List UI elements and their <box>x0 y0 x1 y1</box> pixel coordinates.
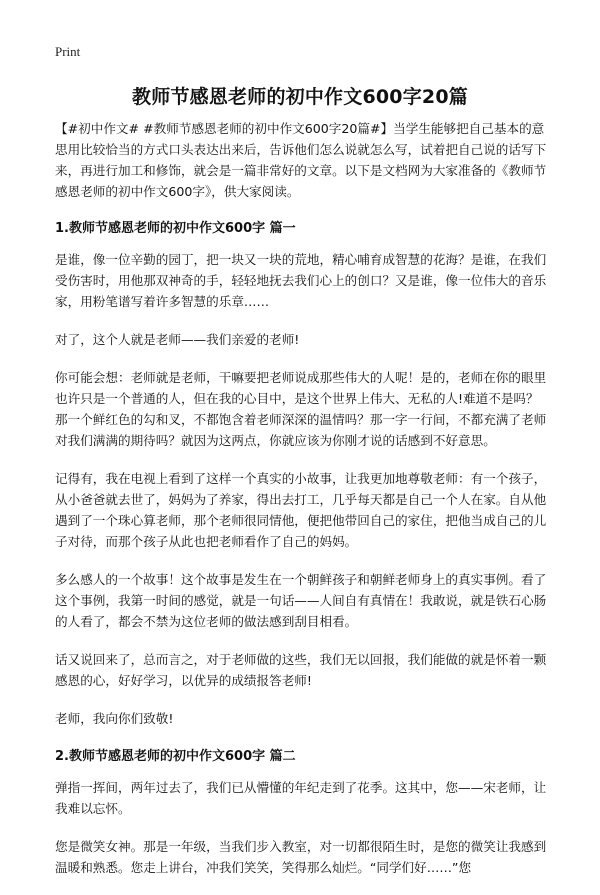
paragraph: 弹指一挥间，两年过去了，我们已从懵懂的年纪走到了花季。这其中，您——宋老师，让我难以忘怀。 <box>55 780 547 816</box>
paragraph: 话又说回来了，总而言之，对于老师做的这些，我们无以回报，我们能做的就是怀着一颗感恩的心，好好学习，以优异的成绩报答老师! <box>55 652 547 688</box>
paragraph: 对了，这个人就是老师——我们亲爱的老师! <box>55 332 300 347</box>
print-link[interactable]: Print <box>55 44 81 59</box>
paragraph: 记得有，我在电视上看到了这样一个真实的小故事，让我更加地尊敬老师：有一个孩子，从小爸爸就去世了，妈妈为了养家，得出去打工，几乎每天都是自己一个人在家。自从他遇到了一个珠心算老师，那个老师很同情他，便把他带回自己的家住，把他当成自己的儿子对待，而那个孩子从此也把老师看作了自己的妈妈。 <box>55 471 547 549</box>
paragraph: 老师，我向你们致敬! <box>55 711 174 726</box>
section-heading-2: 2.教师节感恩老师的初中作文600字 篇二 <box>55 749 296 764</box>
page-title: 教师节感恩老师的初中作文600字20篇 <box>132 86 468 108</box>
paragraph: 是谁，像一位辛勤的园丁，把一块又一块的荒地，精心哺育成智慧的花海？是谁，在我们受伤害时，用他那双神奇的手，轻轻地抚去我们心上的创口？又是谁，像一位伟大的音乐家，用粉笔谱写着许多智慧的乐章…… <box>55 252 547 309</box>
paragraph: 您是微笑女神。那是一年级，当我们步入教室，对一切都很陌生时，是您的微笑让我感到温暖和熟悉。您走上讲台，冲我们笑笑，笑得那么灿烂。“同学们好……”您 <box>55 839 547 875</box>
article-body <box>55 118 550 895</box>
paragraph: 多么感人的一个故事！这个故事是发生在一个朝鲜孩子和朝鲜老师身上的真实事例。看了这个事例，我第一时间的感觉，就是一句话——人间自有真情在！我敢说，就是铁石心肠的人看了，都会不禁为这位老师的做法感到刮目相看。 <box>55 572 547 629</box>
paragraph: 你可能会想：老师就是老师，干嘛要把老师说成那些伟大的人呢！是的，老师在你的眼里也许只是一个普通的人，但在我的心目中，是这个世界上伟大、无私的人!难道不是吗？那一个鲜红色的勾和叉，不都饱含着老师深深的温情吗？那一字一行间，不都充满了老师对我们满满的期待吗？就因为这两点，你就应该为你刚才说的话感到不好意思。 <box>55 370 547 448</box>
section-heading-1: 1.教师节感恩老师的初中作文600字 篇一 <box>55 221 296 236</box>
intro-paragraph: 【#初中作文# #教师节感恩老师的初中作文600字20篇#】当学生能够把自己基本的意思用比较恰当的方式口头表达出来后，告诉他们怎么说就怎么写，试着把自己说的话写下来，再进行加工和修饰，就会是一篇非常好的文章。以下是文档网为大家准备的《教师节感恩老师的初中作文600字》，供大家阅读。 <box>55 121 547 199</box>
